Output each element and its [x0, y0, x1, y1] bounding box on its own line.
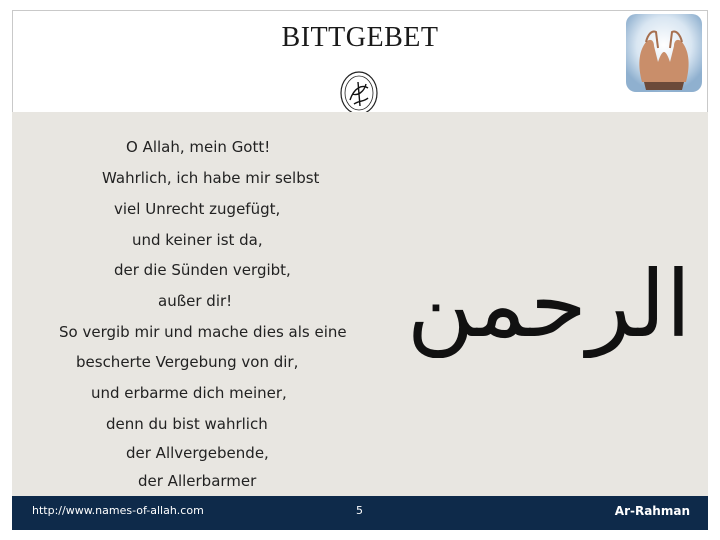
footer-bar	[12, 496, 708, 530]
content-area	[12, 112, 708, 496]
prayer-line: und keiner ist da,	[132, 231, 263, 249]
prayer-line: der Allvergebende,	[126, 444, 269, 462]
arabic-name	[404, 248, 694, 358]
praying-hands-icon	[624, 12, 704, 94]
footer-url-link[interactable]: http://www.names-of-allah.com	[32, 504, 204, 517]
prayer-line: O Allah, mein Gott!	[126, 138, 271, 156]
prayer-line: So vergib mir und mache dies als eine	[59, 323, 347, 341]
page-number: 5	[356, 504, 363, 517]
prayer-line: der die Sünden vergibt,	[114, 261, 291, 279]
prayer-line: Wahrlich, ich habe mir selbst	[102, 169, 320, 187]
prayer-line: denn du bist wahrlich	[106, 415, 268, 433]
slide-title: BITTGEBET	[281, 22, 439, 53]
prayer-line: außer dir!	[158, 292, 233, 310]
prayer-line: der Allerbarmer	[138, 472, 257, 490]
prayer-line: viel Unrecht zugefügt,	[114, 200, 281, 218]
footer-name: Ar-Rahman	[614, 504, 690, 518]
prayer-line: und erbarme dich meiner,	[91, 384, 287, 402]
calligraphy-seal-icon	[336, 70, 382, 116]
arabic-name-text: الرحمن	[406, 251, 692, 358]
prayer-line: bescherte Vergebung von dir,	[76, 353, 299, 371]
